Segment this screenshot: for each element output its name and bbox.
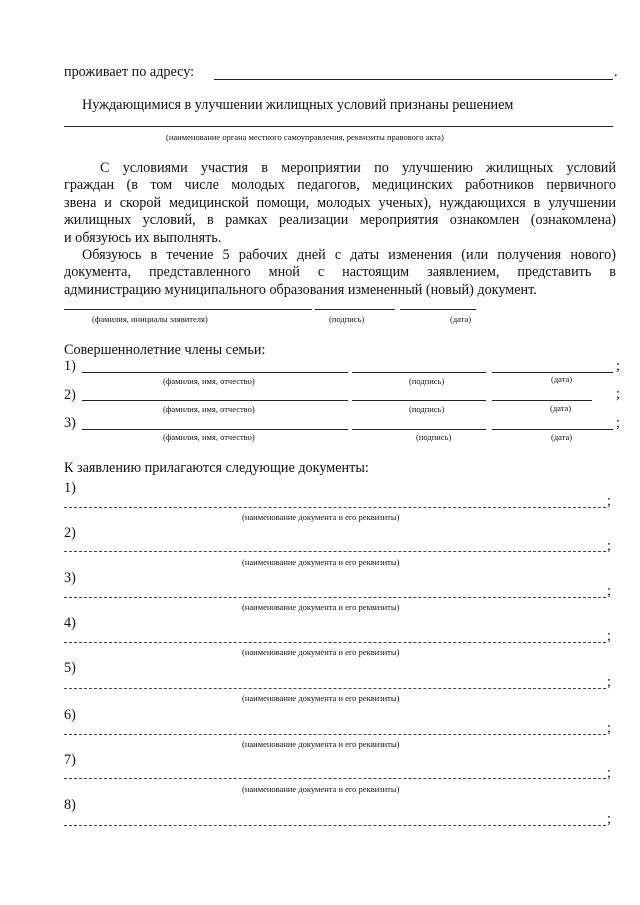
applicant-name-caption: (фамилия, инициалы заявителя) [92,314,208,324]
document-number: 2) [64,525,76,541]
family-member-date-field[interactable] [492,400,592,401]
document-end-mark: ; [607,720,611,736]
family-member-name-caption: (фамилия, имя, отчество) [163,432,255,442]
family-member-end-mark: ; [616,415,620,431]
applicant-signature-caption: (подпись) [329,314,365,324]
document-caption: (наименование документа и его реквизиты) [242,602,400,612]
family-member-number: 3) [64,415,76,431]
document-field[interactable] [64,778,606,779]
obligation-line: администрацию муниципального образования измененный (новый) документ. [64,281,537,298]
document-caption: (наименование документа и его реквизиты) [242,693,400,703]
address-label: проживает по адресу: [64,64,195,80]
document-field[interactable] [64,825,606,826]
address-field[interactable] [214,79,613,80]
needy-decision-field[interactable] [64,126,613,127]
document-number: 1) [64,480,76,496]
document-number: 6) [64,707,76,723]
needy-decision-text: Нуждающимися в улучшении жилищных условий признаны решением [82,97,514,113]
document-number: 4) [64,615,76,631]
applicant-date-field[interactable] [400,309,476,310]
consent-line: С условиями участия в мероприятии по улучшению жилищных условий [100,160,616,176]
family-member-end-mark: ; [616,386,620,402]
family-member-signature-caption: (подпись) [409,376,445,386]
family-member-name-caption: (фамилия, имя, отчество) [163,376,255,386]
applicant-name-field[interactable] [64,309,312,310]
documents-heading: К заявлению прилагаются следующие документы: [64,460,369,476]
family-member-name-field[interactable] [82,372,348,373]
document-caption: (наименование документа и его реквизиты) [242,557,400,567]
family-member-date-caption: (дата) [551,432,573,442]
document-end-mark: ; [607,583,611,599]
document-caption: (наименование документа и его реквизиты) [242,512,400,522]
document-end-mark: ; [607,765,611,781]
consent-line: и обязуюсь их выполнять. [64,229,222,246]
family-member-name-caption: (фамилия, имя, отчество) [163,404,255,414]
family-member-signature-field[interactable] [352,372,486,373]
address-end-mark: . [614,64,618,80]
consent-line: граждан (в том числе молодых педагогов, медицинских работников первичного [64,177,616,194]
family-heading: Совершеннолетние члены семьи: [64,342,266,358]
family-member-signature-caption: (подпись) [416,432,452,442]
needy-decision-caption: (наименование органа местного самоуправления, реквизиты правового акта) [166,132,444,142]
document-number: 5) [64,660,76,676]
family-member-number: 2) [64,387,76,403]
document-caption: (наименование документа и его реквизиты) [242,784,400,794]
family-member-date-field[interactable] [492,372,613,373]
document-field[interactable] [64,642,606,643]
family-member-date-field[interactable] [492,429,613,430]
consent-line: звена и скорой медицинской помощи, молодых ученых), нуждающихся в улучшении [64,194,616,211]
document-field[interactable] [64,507,606,508]
document-field[interactable] [64,597,606,598]
document-field[interactable] [64,551,606,552]
family-member-signature-caption: (подпись) [409,404,445,414]
obligation-line: документа, представленного мной с настоящим заявлением, представить в [64,264,616,281]
family-member-signature-field[interactable] [352,400,486,401]
document-field[interactable] [64,734,606,735]
document-number: 8) [64,797,76,813]
consent-paragraph [64,160,616,247]
document-end-mark: ; [607,493,611,509]
document-caption: (наименование документа и его реквизиты) [242,739,400,749]
document-end-mark: ; [607,674,611,690]
family-member-signature-field[interactable] [352,429,486,430]
applicant-signature-field[interactable] [315,309,395,310]
document-end-mark: ; [607,538,611,554]
obligation-paragraph [64,247,616,299]
document-end-mark: ; [607,811,611,827]
document-caption: (наименование документа и его реквизиты) [242,647,400,657]
family-member-name-field[interactable] [82,400,348,401]
family-member-end-mark: ; [616,358,620,374]
document-field[interactable] [64,688,606,689]
family-member-name-field[interactable] [82,429,348,430]
family-member-number: 1) [64,358,76,374]
obligation-line: Обязуюсь в течение 5 рабочих дней с даты изменения (или получения нового) [82,247,616,263]
family-member-date-caption: (дата) [550,403,572,413]
consent-line: жилищных условий, в рамках реализации мероприятия ознакомлен (ознакомлена) [64,212,616,229]
document-end-mark: ; [607,628,611,644]
document-number: 7) [64,752,76,768]
family-member-date-caption: (дата) [551,374,573,384]
document-number: 3) [64,570,76,586]
applicant-date-caption: (дата) [450,314,472,324]
